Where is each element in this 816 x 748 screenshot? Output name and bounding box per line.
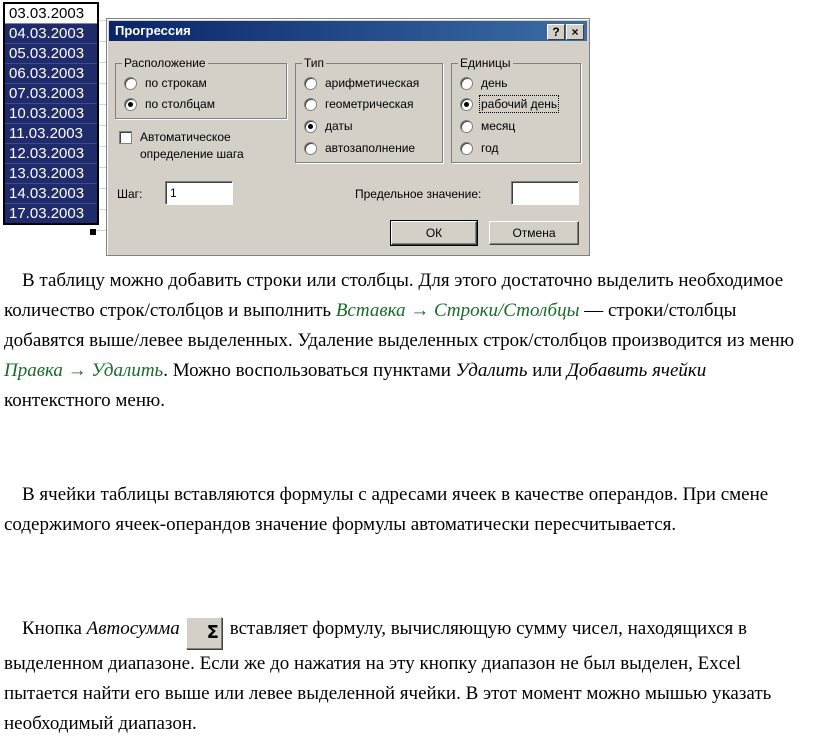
paragraph-autosum: Кнопка Автосумма Σ вставляет формулу, вычисляющую сумму чисел, находящихся в выделенном диапазоне. Если же до нажатия на эту кнопку диапазон не был выделен, Excel пытается найти его выше или левее выделенной ячейки. В этот момент можно мышью указать необходимый диапазон. (4, 618, 772, 734)
radio-icon (460, 77, 473, 90)
layout-group-title: Расположение (124, 56, 206, 70)
type-group-title: Тип (304, 56, 325, 70)
cell[interactable]: 05.03.2003 (5, 44, 97, 64)
auto-step-label-2: определение шага (140, 147, 244, 161)
cell[interactable]: 11.03.2003 (5, 124, 97, 144)
paragraph-rows-columns: В таблицу можно добавить строки или столбцы. Для этого достаточно выделить необходимое количество строк/столбцов и выполнить Вставка → Строки/Столбцы — строки/столбцы добавятся выше/левее выделенных. Удаление выделенных строк/столбцов производится из меню Правка → Удалить. Можно воспользоваться пунктами Удалить или Добавить ячейки контекстного меню. (4, 270, 795, 411)
autosum-sigma-icon: Σ (186, 617, 222, 649)
radio-arithmetic[interactable]: арифметическая (304, 76, 419, 90)
radio-icon (304, 142, 317, 155)
cancel-button[interactable]: Отмена (489, 221, 579, 245)
radio-year[interactable]: год (460, 141, 499, 155)
progression-dialog (106, 18, 590, 256)
radio-geometric[interactable]: геометрическая (304, 97, 413, 111)
radio-dates[interactable]: даты (304, 119, 353, 133)
units-group (451, 56, 581, 163)
term-delete: Удалить (455, 360, 528, 381)
radio-icon (460, 142, 473, 155)
paragraph-formulas: В ячейки таблицы вставляются формулы с адресами ячеек в качестве операндов. При смене содержимого ячеек-операндов значение формулы автоматически пересчитывается. (4, 484, 769, 535)
radio-icon (304, 77, 317, 90)
radio-by-rows[interactable]: по строкам (124, 76, 207, 90)
step-label: Шаг: (117, 187, 143, 201)
cell[interactable]: 13.03.2003 (5, 164, 97, 184)
limit-input[interactable] (511, 181, 579, 205)
radio-selected-icon (304, 120, 317, 133)
cell[interactable]: 07.03.2003 (5, 84, 97, 104)
radio-month[interactable]: месяц (460, 119, 515, 133)
radio-workday[interactable]: рабочий день (460, 97, 557, 111)
cell[interactable]: 17.03.2003 (5, 204, 97, 223)
spreadsheet-fragment (0, 0, 106, 256)
ok-button[interactable]: ОК (391, 221, 477, 245)
help-button[interactable]: ? (547, 24, 565, 40)
cell[interactable]: 04.03.2003 (5, 24, 97, 44)
radio-icon (304, 98, 317, 111)
term-autosum: Автосумма (86, 618, 180, 639)
radio-selected-icon (124, 98, 137, 111)
cell[interactable]: 10.03.2003 (5, 104, 97, 124)
radio-icon (124, 77, 137, 90)
radio-selected-icon (460, 98, 473, 111)
units-group-title: Единицы (460, 56, 511, 70)
cell[interactable]: 03.03.2003 (5, 4, 97, 24)
close-button[interactable]: × (566, 24, 584, 40)
fill-handle[interactable] (90, 229, 96, 235)
checkbox-icon (119, 131, 132, 144)
radio-day[interactable]: день (460, 76, 508, 90)
step-input[interactable]: 1 (165, 181, 233, 205)
radio-by-columns[interactable]: по столбцам (124, 97, 215, 111)
cell[interactable]: 12.03.2003 (5, 144, 97, 164)
cell[interactable]: 06.03.2003 (5, 64, 97, 84)
auto-step-checkbox[interactable] (119, 129, 244, 163)
dialog-title: Прогрессия (115, 23, 191, 38)
menu-path-edit-delete: Правка → Удалить (4, 360, 164, 381)
layout-group (115, 56, 287, 119)
type-group (295, 56, 443, 163)
menu-path-insert: Вставка → Строки/Столбцы (335, 300, 580, 321)
selected-cell-range[interactable] (3, 2, 99, 225)
term-add-cells: Добавить ячейки (566, 360, 707, 381)
radio-autofill[interactable]: автозаполнение (304, 141, 415, 155)
cell[interactable]: 14.03.2003 (5, 184, 97, 204)
dialog-titlebar[interactable] (109, 21, 587, 41)
auto-step-label-1: Автоматическое (140, 130, 231, 144)
limit-label: Предельное значение: (355, 187, 482, 201)
radio-icon (460, 120, 473, 133)
